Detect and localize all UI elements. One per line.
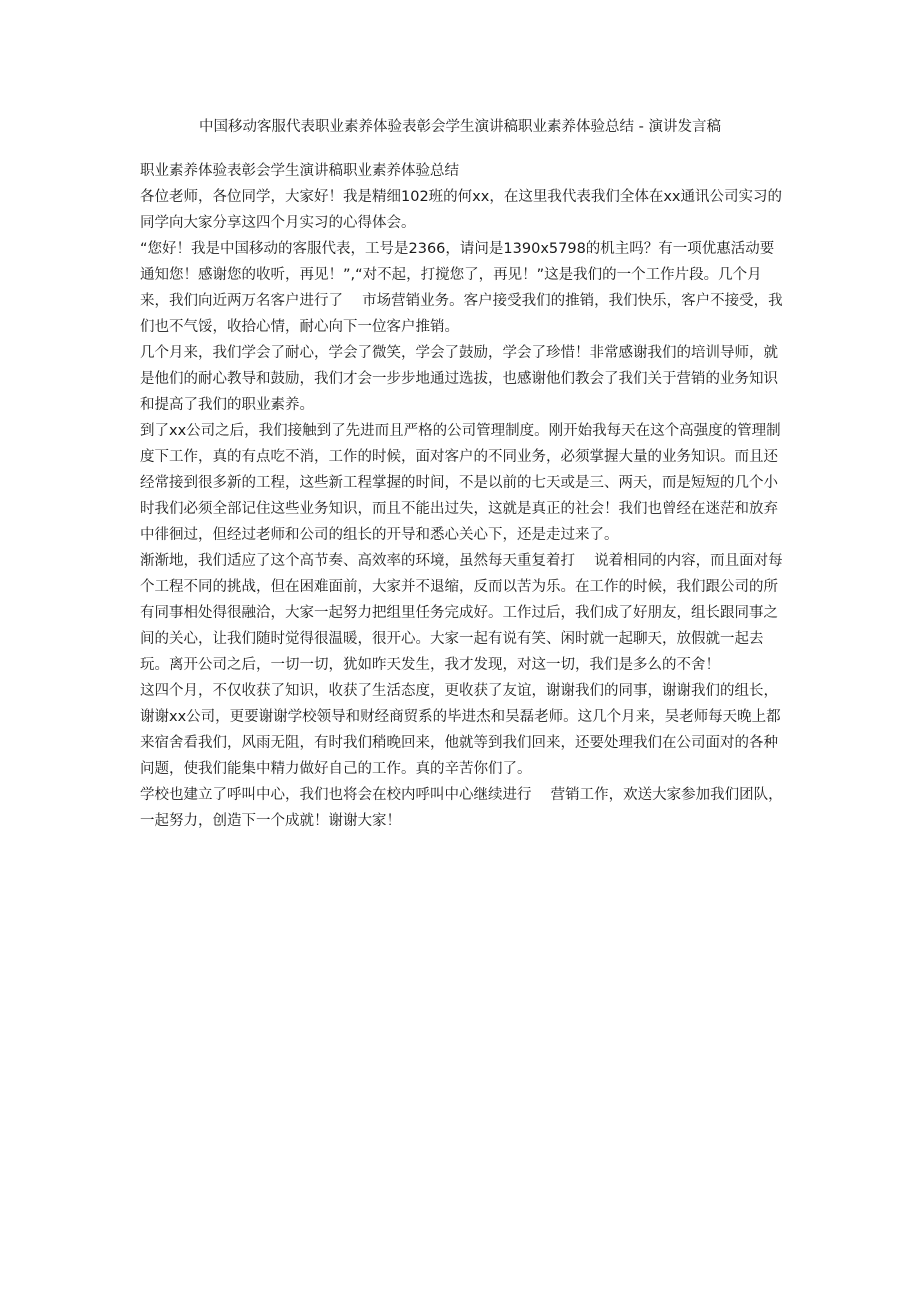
paragraph-greeting: 各位老师，各位同学，大家好！我是精细102班的何xx，在这里我代表我们全体在xx通讯公司实习的同学向大家分享这四个月实习的心得体会。 bbox=[140, 189, 782, 231]
paragraph-work-snippet: “您好！我是中国移动的客服代表，工号是2366，请问是1390x5798的机主吗？有一项优惠活动要通知您！感谢您的收听，再见！”,“对不起，打搅您了，再见！”这是我们的一个工作片段。几个月来，我们向近两万名客户进行了 市场营销业务。客户接受我们的推销，我们快乐，客户不接受，我们也不气馁，收拾心情，耐心向下一位客户推销。 bbox=[140, 241, 783, 335]
paragraph-learned: 几个月来，我们学会了耐心，学会了微笑，学会了鼓励，学会了珍惜！非常感谢我们的培训导师，就是他们的耐心教导和鼓励，我们才会一步步地通过选拔，也感谢他们教会了我们关于营销的业务知识和提高了我们的职业素养。 bbox=[140, 345, 778, 413]
paragraph-management: 到了xx公司之后，我们接触到了先进而且严格的公司管理制度。刚开始我每天在这个高强度的管理制度下工作，真的有点吃不消，工作的时候，面对客户的不同业务，必须掌握大量的业务知识。而且还经常接到很多新的工程，这些新工程掌握的时间，不是以前的七天或是三、两天，而是短短的几个小时我们必须全部记住这些业务知识，而且不能出过失，这就是真正的社会！我们也曾经在迷茫和放弃中徘徊过，但经过老师和公司的组长的开导和悉心关心下，还是走过来了。 bbox=[140, 423, 781, 543]
document-subtitle: 职业素养体验表彰会学生演讲稿职业素养体验总结 bbox=[140, 163, 459, 179]
paragraph-thanks: 这四个月，不仅收获了知识，收获了生活态度，更收获了友谊，谢谢我们的同事，谢谢我们的组长，谢谢xx公司，更要谢谢学校领导和财经商贸系的毕进杰和吴磊老师。这几个月来，吴老师每天晚上都来宿舍看我们，风雨无阻，有时我们稍晚回来，他就等到我们回来，还要处理我们在公司面对的各种问题，使我们能集中精力做好自己的工作。真的辛苦你们了。 bbox=[140, 683, 781, 777]
document-body bbox=[140, 158, 788, 834]
paragraph-adapting: 渐渐地，我们适应了这个高节奏、高效率的环境，虽然每天重复着打 说着相同的内容，而且面对每个工程不同的挑战，但在困难面前，大家并不退缩，反而以苦为乐。在工作的时候，我们跟公司的所有同事相处得很融洽，大家一起努力把组里任务完成好。工作过后，我们成了好朋友，组长跟同事之间的关心，让我们随时觉得很温暖，很开心。大家一起有说有笑、闲时就一起聊天，放假就一起去玩。离开公司之后，一切一切，犹如昨天发生，我才发现，对这一切，我们是多么的不舍！ bbox=[140, 553, 783, 673]
paragraph-closing: 学校也建立了呼叫中心，我们也将会在校内呼叫中心继续进行 营销工作，欢送大家参加我们团队，一起努力，创造下一个成就！谢谢大家！ bbox=[140, 787, 783, 829]
document-title: 中国移动客服代表职业素养体验表彰会学生演讲稿职业素养体验总结 - 演讲发言稿 bbox=[199, 119, 721, 135]
